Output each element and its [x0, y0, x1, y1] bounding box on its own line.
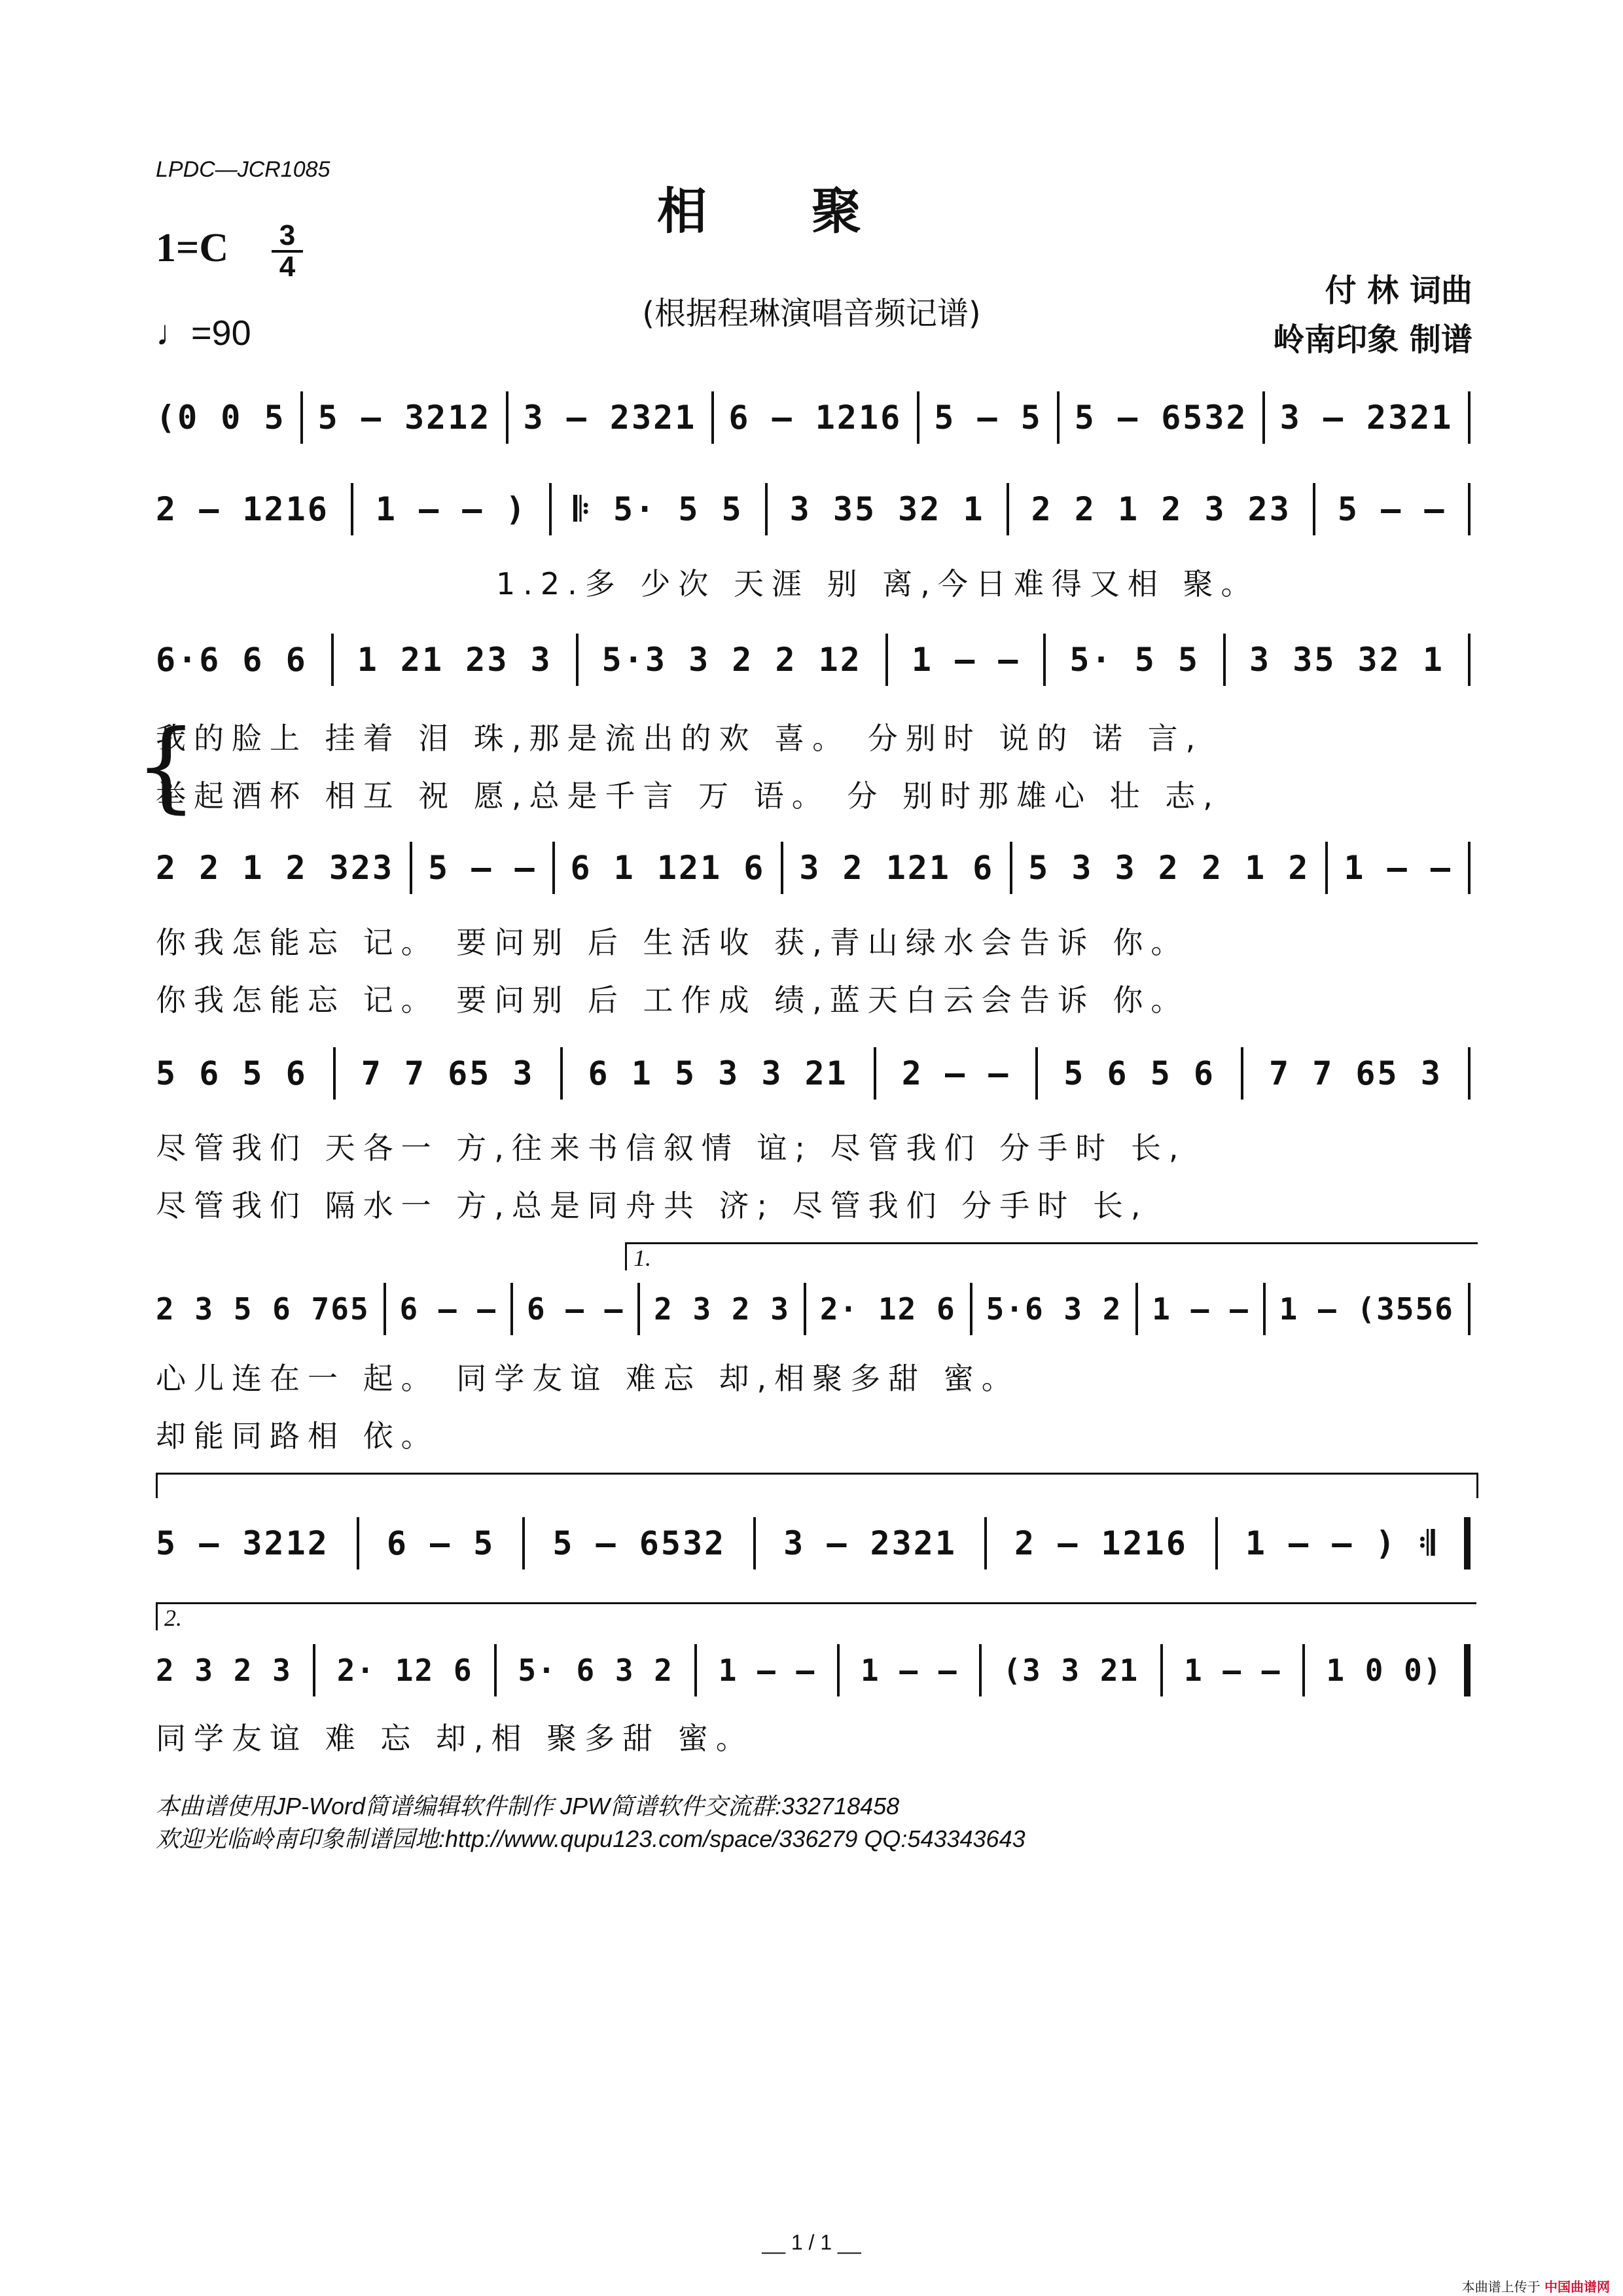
- interlude-bracket: [156, 1473, 1478, 1498]
- lyric-line: 举起酒杯 相互 祝 愿,总是千言 万 语。 分 别时那雄心 壮 志,: [156, 778, 1221, 814]
- score-system-8: [156, 1644, 1474, 1696]
- lyric-line: 同学友谊 难 忘 却,相 聚多甜 蜜。: [156, 1721, 754, 1756]
- time-signature: [272, 219, 303, 283]
- watermark-text: 本曲谱上传于: [1461, 2279, 1541, 2295]
- score-system-3: [156, 634, 1474, 686]
- barline: [333, 1047, 336, 1100]
- barline: [383, 1283, 386, 1335]
- lyric-line: 1.2.多 少次 天涯 别 离,今日难得又相 聚。: [496, 566, 1259, 601]
- watermark-logo: 中国曲谱网: [1544, 2279, 1610, 2295]
- barline: [1468, 1283, 1471, 1335]
- measure: 6 – 5: [386, 1524, 495, 1562]
- barline: [313, 1644, 315, 1696]
- lyric-line: 尽管我们 天各一 方,往来书信叙情 谊; 尽管我们 分手时 长,: [156, 1130, 1186, 1166]
- barline: [1223, 634, 1226, 686]
- time-signature-top: 3: [279, 219, 296, 251]
- key-signature: 1=C: [156, 226, 229, 270]
- footer-line-2: 欢迎光临岭南印象制谱园地:http://www.qupu123.com/space/336279 QQ:543343643: [156, 1825, 1026, 1852]
- score-system-4: [156, 842, 1474, 894]
- page-number: __ 1 / 1 __: [762, 2231, 861, 2254]
- measure: 3 – 2321: [523, 399, 697, 437]
- barline: [637, 1283, 640, 1335]
- measure: 1 – (3556: [1279, 1291, 1454, 1327]
- measure: 1 21 23 3: [357, 641, 552, 679]
- measure: 7 7 65 3: [361, 1054, 535, 1092]
- measure: 5 – –: [1337, 490, 1446, 528]
- barline: [522, 1517, 525, 1570]
- barline: [351, 483, 353, 535]
- measure: 1 – –: [861, 1653, 958, 1688]
- barline: [494, 1644, 497, 1696]
- footer-line-1: 本曲谱使用JP-Word简谱编辑软件制作 JPW简谱软件交流群:332718458: [156, 1793, 900, 1820]
- barline: [1468, 391, 1471, 444]
- measure: 3 2 121 6: [799, 849, 995, 887]
- measure: 1 – –: [1152, 1291, 1249, 1327]
- barline: [300, 391, 303, 444]
- barline: [410, 842, 412, 894]
- barline: [1241, 1047, 1243, 1100]
- barline: [781, 842, 783, 894]
- barline: [1135, 1283, 1138, 1335]
- score-system-1: [156, 391, 1474, 444]
- measure: (0 0 5: [156, 399, 286, 437]
- barline: [506, 391, 508, 444]
- barline: [753, 1517, 756, 1570]
- barline: [331, 634, 334, 686]
- tempo-marking: ♩=90: [156, 314, 251, 353]
- measure: 3 35 32 1: [789, 490, 985, 528]
- barline: [1057, 391, 1060, 444]
- time-signature-bottom: 4: [279, 251, 296, 283]
- barline: [1464, 1517, 1471, 1570]
- measure: 6 – –: [526, 1291, 624, 1327]
- measure: 5 – 3212: [156, 1524, 329, 1562]
- measure: 2 3 2 3: [654, 1291, 791, 1327]
- measure: 1 – –: [718, 1653, 816, 1688]
- measure: (3 3 21: [1003, 1653, 1139, 1688]
- measure: 6 1 5 3 3 21: [588, 1054, 848, 1092]
- measure: 5 – 6532: [1074, 399, 1248, 437]
- barline: [1468, 842, 1471, 894]
- measure: 6 1 121 6: [570, 849, 766, 887]
- barline: [560, 1047, 563, 1100]
- score-system-2: [156, 483, 1474, 535]
- measure: 2 – –: [901, 1054, 1010, 1092]
- watermark: [1462, 2276, 1610, 2295]
- barline: [1035, 1047, 1038, 1100]
- volta-bracket-2: [156, 1602, 1476, 1630]
- measure: 5· 6 3 2: [518, 1653, 673, 1688]
- barline: [1262, 391, 1265, 444]
- measure: 5· 5 5: [1069, 641, 1200, 679]
- barline: [917, 391, 919, 444]
- measure: 1 – –: [911, 641, 1020, 679]
- measure: 5 – 3212: [317, 399, 491, 437]
- score-code: LPDC—JCR1085: [156, 157, 330, 182]
- volta-label-2: 2.: [164, 1605, 182, 1631]
- measure: 5·3 3 2 2 12: [601, 641, 862, 679]
- barline: [979, 1644, 982, 1696]
- measure: 5 – –: [428, 849, 537, 887]
- measure: 2 3 2 3: [156, 1653, 292, 1688]
- verse-brace: {: [135, 709, 198, 823]
- measure: 2 2 1 2 323: [156, 849, 395, 887]
- lyric-line: 我的脸上 挂着 泪 珠,那是流出的欢 喜。 分别时 说的 诺 言,: [156, 721, 1204, 756]
- measure: 5 – 6532: [552, 1524, 726, 1562]
- barline: [1302, 1644, 1305, 1696]
- lyric-line: 尽管我们 隔水一 方,总是同舟共 济; 尽管我们 分手时 长,: [156, 1188, 1149, 1223]
- barline: [765, 483, 768, 535]
- barline: [1468, 483, 1471, 535]
- barline: [549, 483, 552, 535]
- measure: 2 – 1216: [156, 490, 329, 528]
- volta-label-1: 1.: [633, 1245, 651, 1271]
- measure: 2· 12 6: [336, 1653, 473, 1688]
- measure: 1 – – ): [375, 490, 527, 528]
- measure: 3 35 32 1: [1249, 641, 1444, 679]
- barline: [694, 1644, 697, 1696]
- measure: 7 7 65 3: [1269, 1054, 1442, 1092]
- lyric-line: 心儿连在一 起。 同学友谊 难忘 却,相聚多甜 蜜。: [156, 1361, 1020, 1396]
- score-system-6: [156, 1283, 1474, 1335]
- credit-transcriber: 岭南印象 制谱: [1273, 321, 1472, 358]
- measure: 2 – 1216: [1014, 1524, 1188, 1562]
- barline: [1468, 1047, 1471, 1100]
- lyric-line: 你我怎能忘 记。 要问别 后 生活收 获,青山绿水会告诉 你。: [156, 925, 1189, 960]
- barline: [1215, 1517, 1218, 1570]
- volta-bracket-1: [625, 1242, 1478, 1270]
- measure: 2· 12 6: [819, 1291, 956, 1327]
- measure: 5·6 3 2: [986, 1291, 1122, 1327]
- barline: [1160, 1644, 1163, 1696]
- measure: 1 0 0): [1326, 1653, 1443, 1688]
- measure: 1 – – ) 𝄇: [1245, 1524, 1436, 1562]
- measure: 5 6 5 6: [1063, 1054, 1216, 1092]
- barline: [984, 1517, 987, 1570]
- credit-composer: 付 林 词曲: [1325, 272, 1472, 309]
- score-system-5: [156, 1047, 1474, 1100]
- measure: 3 – 2321: [1279, 399, 1454, 437]
- barline: [885, 634, 888, 686]
- barline: [1313, 483, 1315, 535]
- barline: [711, 391, 714, 444]
- measure: 5 3 3 2 2 1 2: [1028, 849, 1310, 887]
- barline: [357, 1517, 359, 1570]
- barline: [970, 1283, 972, 1335]
- measure: 2 3 5 6 765: [156, 1291, 370, 1327]
- lyric-line: 却能同路相 依。: [156, 1418, 439, 1454]
- lyric-line: 你我怎能忘 记。 要问别 后 工作成 绩,蓝天白云会告诉 你。: [156, 982, 1189, 1018]
- measure: 1 – –: [1344, 849, 1452, 887]
- barline: [837, 1644, 840, 1696]
- score-system-7: [156, 1517, 1474, 1570]
- measure: 𝄆 5· 5 5: [573, 490, 743, 528]
- barline: [804, 1283, 806, 1335]
- measure: 5 6 5 6: [156, 1054, 308, 1092]
- measure: 5 – 5: [934, 399, 1043, 437]
- measure: 3 – 2321: [783, 1524, 957, 1562]
- barline: [1007, 483, 1009, 535]
- subtitle: (根据程琳演唱音频记谱): [642, 295, 981, 332]
- final-barline: [1464, 1644, 1471, 1696]
- measure: 6 – –: [399, 1291, 497, 1327]
- barline: [1468, 634, 1471, 686]
- barline: [1043, 634, 1046, 686]
- measure: 2 2 1 2 3 23: [1031, 490, 1291, 528]
- barline: [1263, 1283, 1266, 1335]
- barline: [1325, 842, 1328, 894]
- measure: 6 – 1216: [728, 399, 902, 437]
- barline: [1010, 842, 1012, 894]
- barline: [510, 1283, 513, 1335]
- measure: 1 – –: [1184, 1653, 1281, 1688]
- barline: [552, 842, 555, 894]
- barline: [576, 634, 579, 686]
- measure: 6·6 6 6: [156, 641, 308, 679]
- barline: [874, 1047, 876, 1100]
- page-title: 相聚: [657, 182, 966, 240]
